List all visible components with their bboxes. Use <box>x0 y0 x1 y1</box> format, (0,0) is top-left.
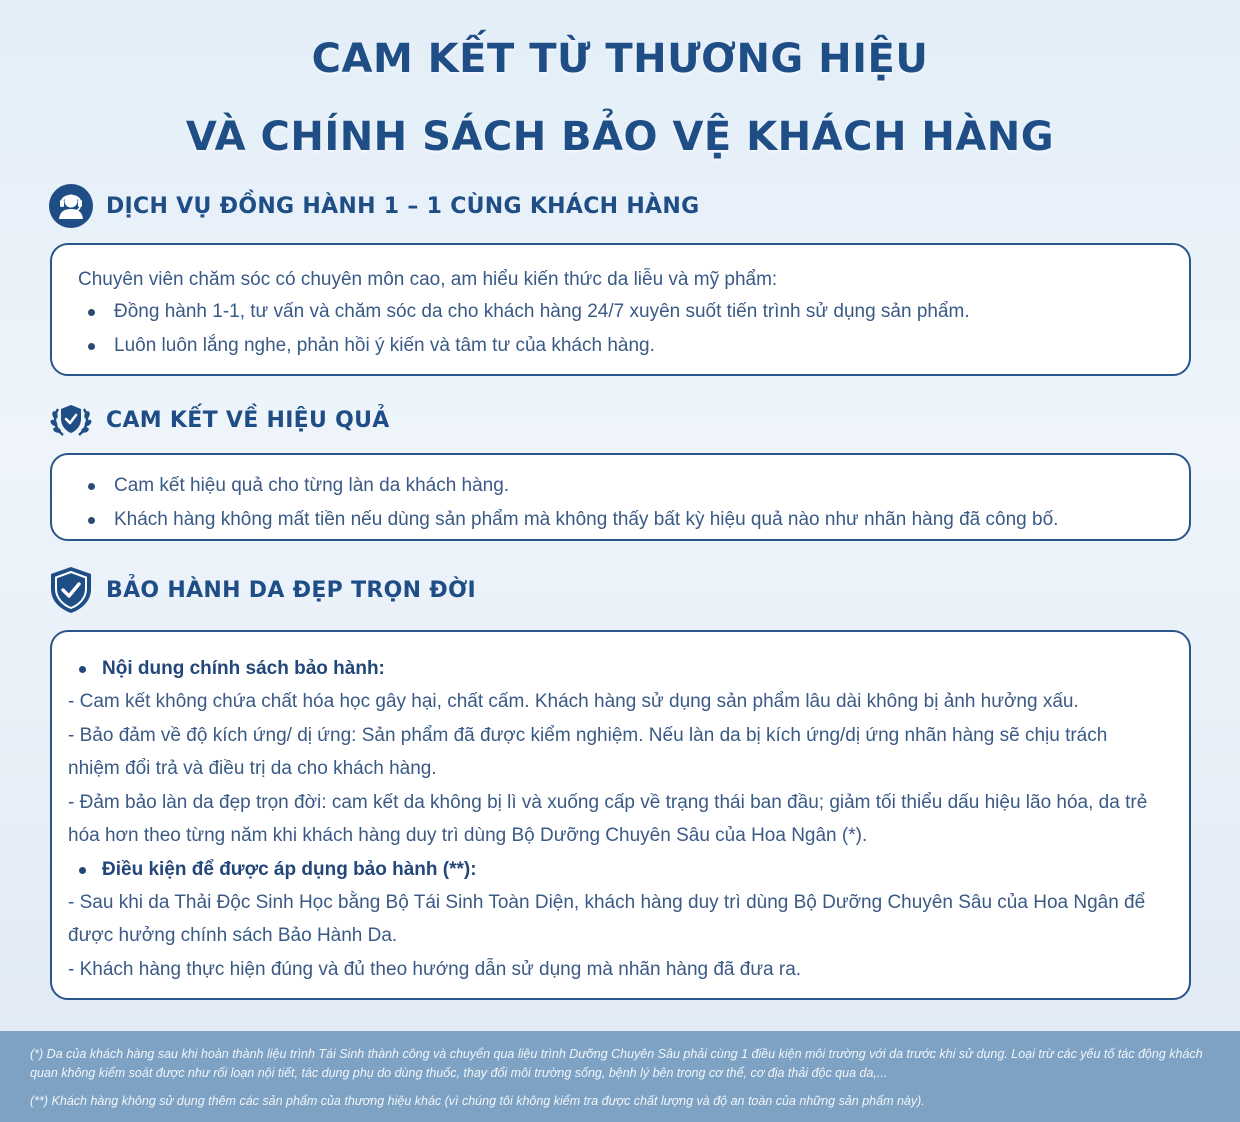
section-header-warranty <box>48 566 476 614</box>
policy-line: hóa hơn theo từng năm khi khách hàng duy trì dùng Bộ Dưỡng Chuyên Sâu của Hoa Ngân (*). <box>68 825 868 846</box>
condition-line: - Sau khi da Thải Độc Sinh Học bằng Bộ Tái Sinh Toàn Diện, khách hàng duy trì dùng Bộ Dưỡng Chuyên Sâu của Hoa Ngân để <box>68 891 1146 913</box>
list-item: Luôn luôn lắng nghe, phản hồi ý kiến và tâm tư của khách hàng. <box>78 329 1163 363</box>
shield-laurel-icon <box>48 397 94 443</box>
section-heading-warranty: BẢO HÀNH DA ĐẸP TRỌN ĐỜI <box>106 577 477 603</box>
policy-heading: Nội dung chính sách bảo hành: <box>68 652 1173 685</box>
policy-line: - Đảm bảo làn da đẹp trọn đời: cam kết da không bị lì và xuống cấp về trạng thái ban đầu; giảm tối thiểu dấu hiệu lão hóa, da trẻ <box>68 791 1148 813</box>
policy-line: - Bảo đảm về độ kích ứng/ dị ứng: Sản phẩm đã được kiểm nghiệm. Nếu làn da bị kích ứng/dị ứng nhãn hàng sẽ chịu trách <box>68 724 1108 746</box>
section-header-effectiveness <box>48 396 390 444</box>
support-list <box>78 295 1163 363</box>
warranty-box <box>50 630 1191 1000</box>
support-intro: Chuyên viên chăm sóc có chuyên môn cao, am hiểu kiến thức da liễu và mỹ phẩm: <box>78 269 778 290</box>
shield-check-icon <box>48 567 94 613</box>
section-heading-support: DỊCH VỤ ĐỒNG HÀNH 1 – 1 CÙNG KHÁCH HÀNG <box>106 193 700 219</box>
page-title-line2: VÀ CHÍNH SÁCH BẢO VỆ KHÁCH HÀNG <box>185 114 1055 160</box>
policy-line: - Cam kết không chứa chất hóa học gây hại, chất cấm. Khách hàng sử dụng sản phẩm lâu dài không bị ảnh hưởng xấu. <box>68 691 1079 712</box>
condition-line: được hưởng chính sách Bảo Hành Da. <box>68 925 398 946</box>
policy-line: nhiệm đổi trả và điều trị da cho khách hàng. <box>68 758 437 779</box>
list-item: Cam kết hiệu quả cho từng làn da khách hàng. <box>78 469 1163 503</box>
section-heading-effectiveness: CAM KẾT VỀ HIỆU QUẢ <box>106 407 390 433</box>
list-item: Khách hàng không mất tiền nếu dùng sản phẩm mà không thấy bất kỳ hiệu quả nào như nhãn hàng đã công bố. <box>78 503 1163 537</box>
condition-line: - Khách hàng thực hiện đúng và đủ theo hướng dẫn sử dụng mà nhãn hàng đã đưa ra. <box>68 958 802 980</box>
effectiveness-box <box>50 453 1191 541</box>
effectiveness-list <box>78 469 1163 537</box>
condition-heading: Điều kiện để được áp dụng bảo hành (**): <box>68 853 1173 886</box>
customer-support-icon <box>48 183 94 229</box>
footnote-2: (**) Khách hàng không sử dụng thêm các sản phẩm của thương hiệu khác (vì chúng tôi không kiểm tra được chất lượng và độ an toàn của những sản phẩm này). <box>30 1094 925 1108</box>
list-item: Đồng hành 1-1, tư vấn và chăm sóc da cho khách hàng 24/7 xuyên suốt tiến trình sử dụng sản phẩm. <box>78 295 1163 329</box>
support-box <box>50 243 1191 376</box>
page-title-line1: CAM KẾT TỪ THƯƠNG HIỆU <box>311 36 929 82</box>
section-header-support <box>48 182 699 230</box>
footnote-1: (*) Da của khách hàng sau khi hoàn thành liệu trình Tái Sinh thành công và chuyển qua liệu trình Dưỡng Chuyên Sâu phải cùng 1 điều kiện môi trường với da trước khi sử dụng. Loại trừ các yếu tố tác động khách quan không kiểm soát được như rối loạn nội tiết, tác dụng phụ do dùng thuốc, thay đổi môi trường sống, bệnh lý bên trong cơ thể, cơ địa thải độc qua da,... <box>30 1047 1203 1080</box>
footer-notes <box>0 1031 1240 1122</box>
